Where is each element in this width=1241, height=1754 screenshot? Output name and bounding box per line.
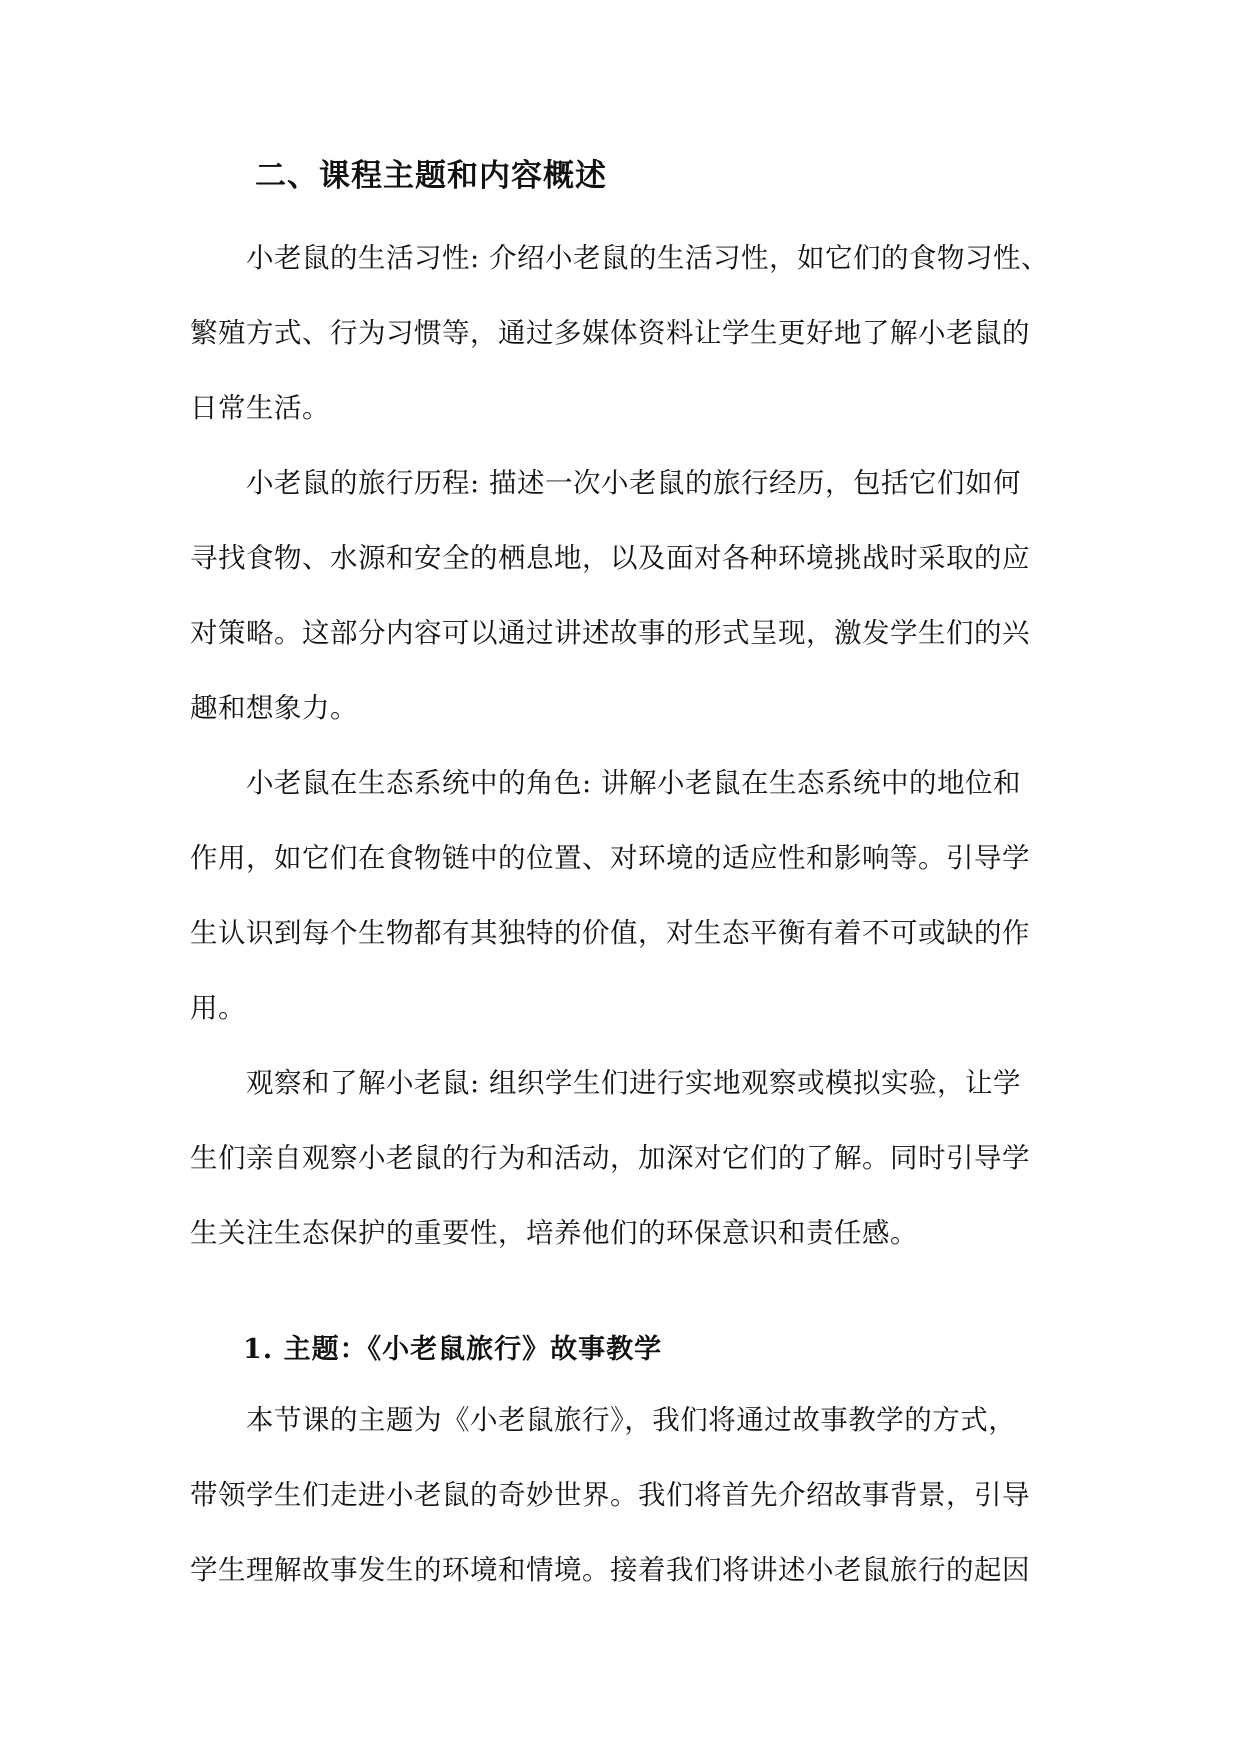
paragraph-5-line-3: 学生理解故事发生的环境和情境。接着我们将讲述小老鼠旅行的起因	[190, 1554, 1030, 1586]
paragraph-5-line-2: 带领学生们走进小老鼠的奇妙世界。我们将首先介绍故事背景，引导	[190, 1479, 1030, 1511]
paragraph-3-line-2: 作用，如它们在食物链中的位置、对环境的适应性和影响等。引导学	[190, 842, 1030, 874]
paragraph-2-line-4: 趣和想象力。	[190, 692, 358, 724]
paragraph-4-line-2: 生们亲自观察小老鼠的行为和活动，加深对它们的了解。同时引导学	[190, 1142, 1030, 1174]
section-heading: 二、课程主题和内容概述	[255, 158, 607, 194]
paragraph-4-line-1: 观察和了解小老鼠: 组织学生们进行实地观察或模拟实验，让学	[246, 1067, 1022, 1099]
paragraph-2-line-3: 对策略。这部分内容可以通过讲述故事的形式呈现，激发学生们的兴	[190, 617, 1030, 649]
paragraph-3-line-1: 小老鼠在生态系统中的角色: 讲解小老鼠在生态系统中的地位和	[246, 767, 1022, 799]
paragraph-1-line-3: 日常生活。	[190, 392, 330, 424]
paragraph-5-line-1: 本节课的主题为《小老鼠旅行》，我们将通过故事教学的方式，	[246, 1404, 1017, 1436]
paragraph-2-line-1: 小老鼠的旅行历程: 描述一次小老鼠的旅行经历，包括它们如何	[246, 467, 1022, 499]
paragraph-2-line-2: 寻找食物、水源和安全的栖息地，以及面对各种环境挑战时采取的应	[190, 542, 1030, 574]
paragraph-1-line-2: 繁殖方式、行为习惯等，通过多媒体资料让学生更好地了解小老鼠的	[190, 317, 1030, 349]
paragraph-4-line-3: 生关注生态保护的重要性，培养他们的环保意识和责任感。	[190, 1217, 918, 1249]
subsection-heading: 1. 主题：《小老鼠旅行》故事教学	[243, 1334, 663, 1365]
paragraph-3-line-4: 用。	[190, 992, 246, 1024]
paragraph-3-line-3: 生认识到每个生物都有其独特的价值，对生态平衡有着不可或缺的作	[190, 917, 1030, 949]
paragraph-1-line-1: 小老鼠的生活习性: 介绍小老鼠的生活习性，如它们的食物习性、	[246, 242, 1050, 274]
